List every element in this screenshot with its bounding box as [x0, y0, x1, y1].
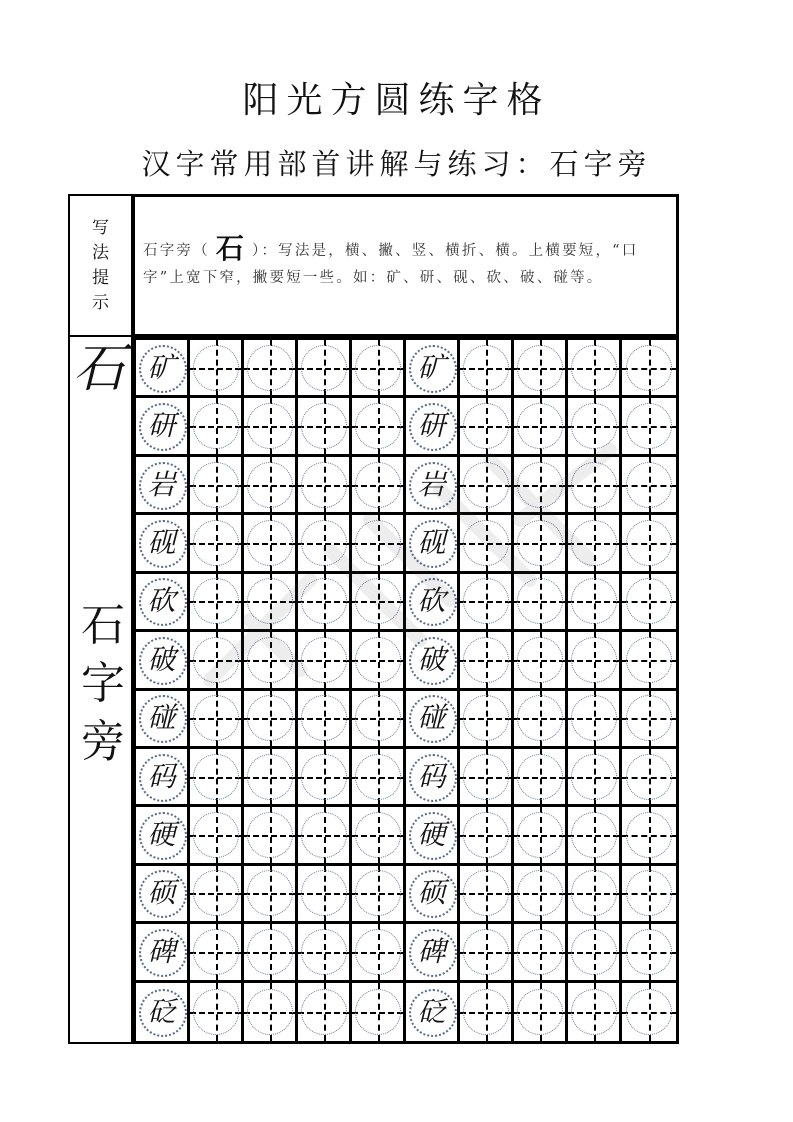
guide-circle — [193, 870, 239, 916]
model-character: 砭 — [417, 994, 446, 1028]
model-character: 砭 — [147, 994, 176, 1028]
practice-cell — [460, 983, 514, 1041]
model-character-cell — [406, 749, 460, 807]
practice-cell — [298, 340, 352, 398]
guide-circle — [626, 870, 672, 916]
model-character: 岩 — [147, 467, 176, 501]
model-character: 码 — [147, 759, 176, 793]
practice-cell — [514, 457, 568, 515]
guide-circle — [355, 520, 401, 566]
practice-cell — [190, 866, 244, 924]
guide-circle — [301, 578, 347, 624]
radical-name-char: 石 — [81, 600, 125, 651]
guide-circle — [301, 989, 347, 1035]
practice-cell — [190, 574, 244, 632]
practice-cell — [298, 807, 352, 865]
practice-cell — [190, 983, 244, 1041]
model-character-cell — [406, 807, 460, 865]
practice-cell — [622, 574, 676, 632]
guide-circle — [626, 345, 672, 391]
practice-cell — [460, 515, 514, 573]
guide-circle — [463, 520, 509, 566]
guide-circle — [247, 929, 293, 975]
radical-name-char: 字 — [81, 658, 125, 709]
model-character: 碰 — [147, 701, 176, 735]
model-character: 硕 — [147, 876, 176, 910]
practice-cell — [514, 340, 568, 398]
guide-circle — [571, 989, 617, 1035]
guide-circle — [193, 637, 239, 683]
guide-circle — [517, 578, 563, 624]
practice-cell — [244, 457, 298, 515]
guide-circle — [463, 870, 509, 916]
practice-cell — [568, 632, 622, 690]
practice-cell — [352, 691, 406, 749]
practice-cell — [460, 691, 514, 749]
practice-cell — [622, 340, 676, 398]
tip-label-char: 提 — [92, 267, 109, 288]
practice-cell — [568, 398, 622, 456]
practice-cell — [352, 807, 406, 865]
practice-cell — [514, 515, 568, 573]
tip-body: ）：写法是，横、撇、竖、横折、横。上横要短，“口字”上宽下窄，撇要短一些。如：矿、研、砚、砍、破、碰等。 — [143, 243, 639, 286]
guide-circle — [301, 637, 347, 683]
practice-cell — [190, 398, 244, 456]
guide-circle — [463, 989, 509, 1035]
guide-circle — [517, 989, 563, 1035]
model-character-cell — [406, 983, 460, 1041]
practice-cell — [244, 866, 298, 924]
guide-circle — [355, 695, 401, 741]
radical-name-char: 旁 — [81, 716, 125, 767]
guide-circle — [355, 345, 401, 391]
guide-circle — [193, 929, 239, 975]
practice-cell — [568, 924, 622, 982]
practice-cell — [514, 398, 568, 456]
guide-circle — [571, 695, 617, 741]
model-character-cell — [136, 866, 190, 924]
practice-cell — [514, 807, 568, 865]
guide-circle — [517, 812, 563, 858]
tip-label-char: 示 — [92, 292, 109, 313]
practice-cell — [622, 398, 676, 456]
model-character-cell — [406, 340, 460, 398]
guide-circle — [247, 578, 293, 624]
practice-cell — [460, 632, 514, 690]
practice-cell — [622, 632, 676, 690]
practice-cell — [460, 574, 514, 632]
practice-cell — [298, 924, 352, 982]
tip-label-char: 法 — [92, 242, 109, 263]
guide-circle — [247, 345, 293, 391]
practice-cell — [460, 924, 514, 982]
practice-cell — [352, 632, 406, 690]
practice-cell — [190, 515, 244, 573]
guide-circle — [517, 462, 563, 508]
model-character: 研 — [417, 409, 446, 443]
practice-cell — [514, 749, 568, 807]
guide-circle — [247, 870, 293, 916]
guide-circle — [571, 345, 617, 391]
practice-cell — [568, 691, 622, 749]
guide-circle — [301, 462, 347, 508]
guide-circle — [193, 520, 239, 566]
practice-cell — [622, 983, 676, 1041]
guide-circle — [463, 578, 509, 624]
model-character: 破 — [147, 642, 176, 676]
model-character-cell — [136, 340, 190, 398]
guide-circle — [193, 578, 239, 624]
guide-circle — [571, 754, 617, 800]
guide-circle — [463, 637, 509, 683]
guide-circle — [301, 695, 347, 741]
practice-cell — [568, 983, 622, 1041]
tip-radical: 石 — [215, 232, 247, 265]
guide-circle — [355, 754, 401, 800]
practice-cell — [514, 574, 568, 632]
practice-cell — [460, 398, 514, 456]
guide-circle — [571, 520, 617, 566]
practice-grid — [133, 337, 679, 1044]
model-character-cell — [406, 457, 460, 515]
practice-cell — [298, 574, 352, 632]
guide-circle — [626, 578, 672, 624]
model-character-cell — [406, 574, 460, 632]
practice-cell — [352, 924, 406, 982]
guide-circle — [517, 520, 563, 566]
guide-circle — [571, 462, 617, 508]
model-character-cell — [406, 398, 460, 456]
practice-cell — [244, 398, 298, 456]
model-character-cell — [406, 691, 460, 749]
practice-cell — [298, 749, 352, 807]
model-character: 矿 — [417, 350, 446, 384]
guide-circle — [517, 345, 563, 391]
practice-cell — [460, 340, 514, 398]
guide-circle — [247, 403, 293, 449]
guide-circle — [193, 695, 239, 741]
model-character-cell — [136, 398, 190, 456]
guide-circle — [626, 812, 672, 858]
guide-circle — [463, 929, 509, 975]
practice-cell — [298, 983, 352, 1041]
practice-cell — [622, 866, 676, 924]
model-character-cell — [136, 457, 190, 515]
practice-cell — [352, 398, 406, 456]
guide-circle — [301, 870, 347, 916]
practice-cell — [568, 515, 622, 573]
guide-circle — [247, 462, 293, 508]
guide-circle — [626, 695, 672, 741]
model-character: 硬 — [417, 818, 446, 852]
model-character: 砚 — [147, 525, 176, 559]
practice-cell — [460, 457, 514, 515]
guide-circle — [517, 403, 563, 449]
guide-circle — [517, 754, 563, 800]
practice-cell — [514, 691, 568, 749]
guide-circle — [301, 345, 347, 391]
model-character: 碑 — [147, 934, 176, 968]
practice-cell — [190, 457, 244, 515]
model-character: 硬 — [147, 818, 176, 852]
practice-cell — [190, 924, 244, 982]
guide-circle — [571, 870, 617, 916]
guide-circle — [355, 812, 401, 858]
practice-cell — [298, 457, 352, 515]
tip-label-char: 写 — [92, 217, 109, 238]
practice-cell — [514, 983, 568, 1041]
practice-cell — [244, 807, 298, 865]
writing-tip-label — [68, 194, 133, 337]
guide-circle — [355, 637, 401, 683]
guide-circle — [571, 578, 617, 624]
practice-cell — [622, 515, 676, 573]
guide-circle — [301, 520, 347, 566]
radical-side-panel — [68, 337, 133, 1044]
guide-circle — [571, 929, 617, 975]
model-character-cell — [406, 515, 460, 573]
guide-circle — [301, 403, 347, 449]
model-character: 矿 — [147, 350, 176, 384]
guide-circle — [463, 403, 509, 449]
practice-cell — [622, 807, 676, 865]
guide-circle — [463, 754, 509, 800]
model-character: 破 — [417, 642, 446, 676]
model-character-cell — [406, 866, 460, 924]
practice-cell — [568, 749, 622, 807]
model-character-cell — [136, 983, 190, 1041]
practice-cell — [622, 457, 676, 515]
guide-circle — [193, 345, 239, 391]
guide-circle — [571, 812, 617, 858]
practice-cell — [244, 691, 298, 749]
guide-circle — [626, 462, 672, 508]
guide-circle — [517, 637, 563, 683]
practice-cell — [298, 398, 352, 456]
model-character-cell — [136, 807, 190, 865]
guide-circle — [355, 403, 401, 449]
guide-circle — [517, 929, 563, 975]
guide-circle — [301, 754, 347, 800]
guide-circle — [463, 345, 509, 391]
guide-circle — [626, 929, 672, 975]
guide-circle — [571, 403, 617, 449]
practice-cell — [352, 515, 406, 573]
practice-cell — [190, 340, 244, 398]
guide-circle — [247, 754, 293, 800]
practice-cell — [622, 749, 676, 807]
guide-circle — [193, 754, 239, 800]
model-character: 碑 — [417, 934, 446, 968]
model-character: 岩 — [417, 467, 446, 501]
practice-cell — [514, 866, 568, 924]
practice-cell — [190, 807, 244, 865]
guide-circle — [463, 695, 509, 741]
page-title: 阳光方圆练字格 — [242, 80, 551, 121]
practice-cell — [514, 924, 568, 982]
guide-circle — [517, 695, 563, 741]
practice-cell — [298, 515, 352, 573]
practice-cell — [298, 866, 352, 924]
practice-cell — [352, 983, 406, 1041]
guide-circle — [355, 929, 401, 975]
practice-cell — [460, 866, 514, 924]
practice-cell — [244, 924, 298, 982]
model-character: 砍 — [147, 584, 176, 618]
page-subtitle: 汉字常用部首讲解与练习：石字旁 — [141, 147, 652, 181]
guide-circle — [355, 870, 401, 916]
guide-circle — [247, 812, 293, 858]
practice-cell — [460, 749, 514, 807]
tip-prefix: 石字旁（ — [143, 243, 210, 259]
guide-circle — [247, 637, 293, 683]
model-character: 码 — [417, 759, 446, 793]
practice-cell — [244, 749, 298, 807]
guide-circle — [301, 812, 347, 858]
practice-cell — [352, 574, 406, 632]
guide-circle — [571, 637, 617, 683]
model-character: 砚 — [417, 525, 446, 559]
radical-large-glyph: 石 — [73, 339, 126, 399]
practice-cell — [568, 574, 622, 632]
model-character: 砍 — [417, 584, 446, 618]
guide-circle — [355, 989, 401, 1035]
model-character-cell — [136, 691, 190, 749]
practice-sheet — [68, 194, 679, 1044]
practice-cell — [244, 983, 298, 1041]
model-character-cell — [136, 515, 190, 573]
guide-circle — [247, 520, 293, 566]
practice-cell — [244, 515, 298, 573]
writing-tip-text — [133, 194, 679, 337]
guide-circle — [463, 812, 509, 858]
practice-cell — [352, 866, 406, 924]
practice-cell — [244, 632, 298, 690]
model-character-cell — [406, 632, 460, 690]
guide-circle — [463, 462, 509, 508]
model-character-cell — [136, 749, 190, 807]
practice-cell — [190, 632, 244, 690]
model-character-cell — [136, 924, 190, 982]
model-character: 研 — [147, 409, 176, 443]
guide-circle — [193, 812, 239, 858]
practice-cell — [352, 749, 406, 807]
guide-circle — [355, 578, 401, 624]
guide-circle — [247, 989, 293, 1035]
model-character-cell — [406, 924, 460, 982]
practice-cell — [298, 691, 352, 749]
practice-cell — [190, 749, 244, 807]
practice-cell — [298, 632, 352, 690]
guide-circle — [193, 462, 239, 508]
guide-circle — [301, 929, 347, 975]
practice-cell — [352, 340, 406, 398]
model-character: 硕 — [417, 876, 446, 910]
guide-circle — [193, 403, 239, 449]
practice-cell — [622, 691, 676, 749]
practice-cell — [190, 691, 244, 749]
guide-circle — [626, 754, 672, 800]
practice-cell — [244, 574, 298, 632]
practice-cell — [244, 340, 298, 398]
model-character: 碰 — [417, 701, 446, 735]
practice-cell — [622, 924, 676, 982]
guide-circle — [517, 870, 563, 916]
guide-circle — [626, 520, 672, 566]
guide-circle — [193, 989, 239, 1035]
guide-circle — [247, 695, 293, 741]
model-character-cell — [136, 574, 190, 632]
practice-cell — [460, 807, 514, 865]
guide-circle — [626, 403, 672, 449]
guide-circle — [355, 462, 401, 508]
practice-cell — [568, 866, 622, 924]
practice-cell — [514, 632, 568, 690]
practice-cell — [568, 340, 622, 398]
guide-circle — [626, 989, 672, 1035]
model-character-cell — [136, 632, 190, 690]
practice-cell — [568, 457, 622, 515]
guide-circle — [626, 637, 672, 683]
practice-cell — [352, 457, 406, 515]
radical-name-vertical — [78, 597, 128, 771]
practice-cell — [568, 807, 622, 865]
